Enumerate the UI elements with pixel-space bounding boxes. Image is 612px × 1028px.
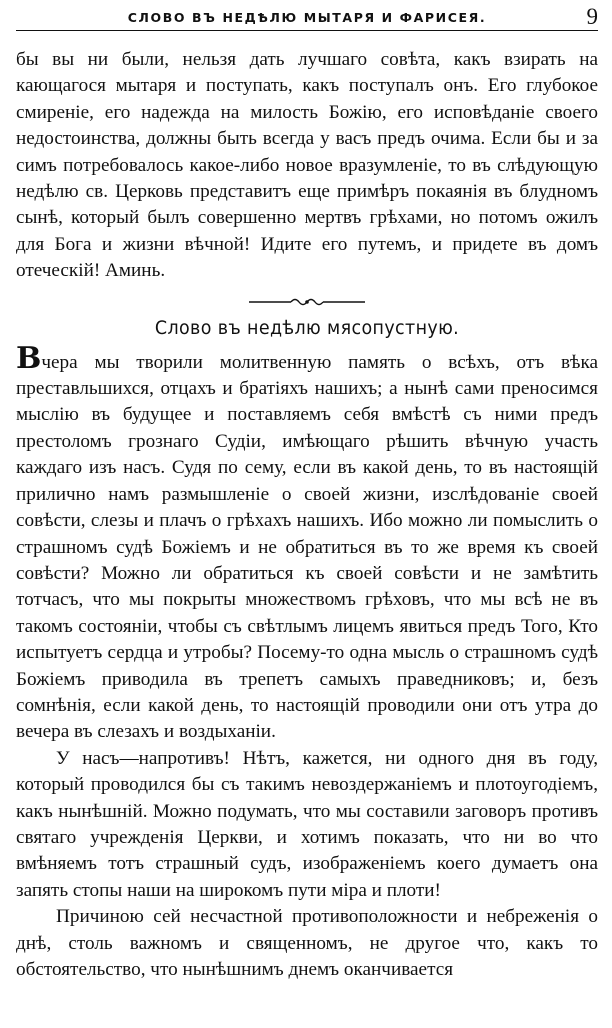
- paragraph-continuation: бы вы ни были, нельзя дать лучшаго совѣта, какъ взирать на кающагося мытаря и поступать, какъ поступалъ онъ. Его глубокое смиреніе, его надежда на милость Божію, его исповѣданіе своего недостоинства, должны быть всегда у васъ предъ очима. Если бы и за симъ потребовалось какое-либо новое вразумленіе, то въ слѣдующую недѣлю св. Церковь представитъ еще примѣръ покаянія въ блудномъ сынѣ, который былъ совершенно мертвъ грѣхами, но потомъ ожилъ для Бога и жизни вѣчной! Идите его путемъ, и придете въ домъ отеческій! Аминь.: [16, 49, 598, 282]
- drop-cap: В: [16, 340, 42, 376]
- paragraph-opening: [16, 340, 598, 746]
- page-number: 9: [586, 4, 598, 29]
- flourish-icon: [247, 295, 367, 309]
- ornament-divider: [16, 293, 598, 311]
- section-title: Слово въ недѣлю мясопустную.: [154, 316, 460, 339]
- paragraph: Причиною сей несчастной противоположности и небреженія о днѣ, столь важномъ и священномъ, не другое что, какъ то обстоятельство, что нынѣшнимъ днемъ оканчивается: [16, 906, 598, 980]
- running-title: СЛОВО ВЪ НЕДѢЛЮ МЫТАРЯ И ФАРИСЕЯ.: [127, 10, 487, 25]
- paragraph: У насъ—напротивъ! Нѣтъ, кажется, ни одного дня въ году, который проводился бы съ такимъ невоздержаніемъ и плотоугодіемъ, какъ нынѣшній. Можно подумать, что мы составили заговоръ противъ святаго учрежденія Церкви, и хотимъ показать, что ни во что вмѣняемъ тотъ страшный судъ, изображеніемъ коего думаетъ она запять стопы наши на широкомъ пути міра и плоти!: [16, 747, 598, 901]
- running-head: [16, 4, 598, 31]
- paragraph-opening-text: чера мы творили молитвенную память о всѣхъ, отъ вѣка преставльшихся, отцахъ и братіяхъ нашихъ; а нынѣ сами преносимся мыслію въ будущее и поставляемъ себя вмѣстѣ съ ними предъ престоломъ грознаго Судіи, имѣющаго рѣшить вѣчную участь каждаго изъ насъ. Судя по сему, если въ какой день, то въ настоящій прилично намъ размышленіе о своей жизни, изслѣдованіе своей совѣсти, слезы и плачъ о грѣхахъ нашихъ. Ибо можно ли помыслить о страшномъ судѣ Божіемъ и не обратиться въ то же время къ своей совѣсти? Можно ли обратиться къ своей совѣсти и не замѣтить тотчасъ, что мы покрыты множествомъ грѣховъ, что мы всѣ не въ такомъ состояніи, чтобы съ свѣтлымъ лицемъ явиться предъ Того, Кто испытуетъ сердца и утробы? Посему-то одна мысль о страшномъ судѣ Божіемъ приводила въ трепетъ самыхъ праведниковъ; и, безъ сомнѣнія, если какой день, то настоящій проводили они отъ утра до вечера въ слезахъ и воздыханіи.: [16, 351, 598, 743]
- book-page: [16, 4, 598, 983]
